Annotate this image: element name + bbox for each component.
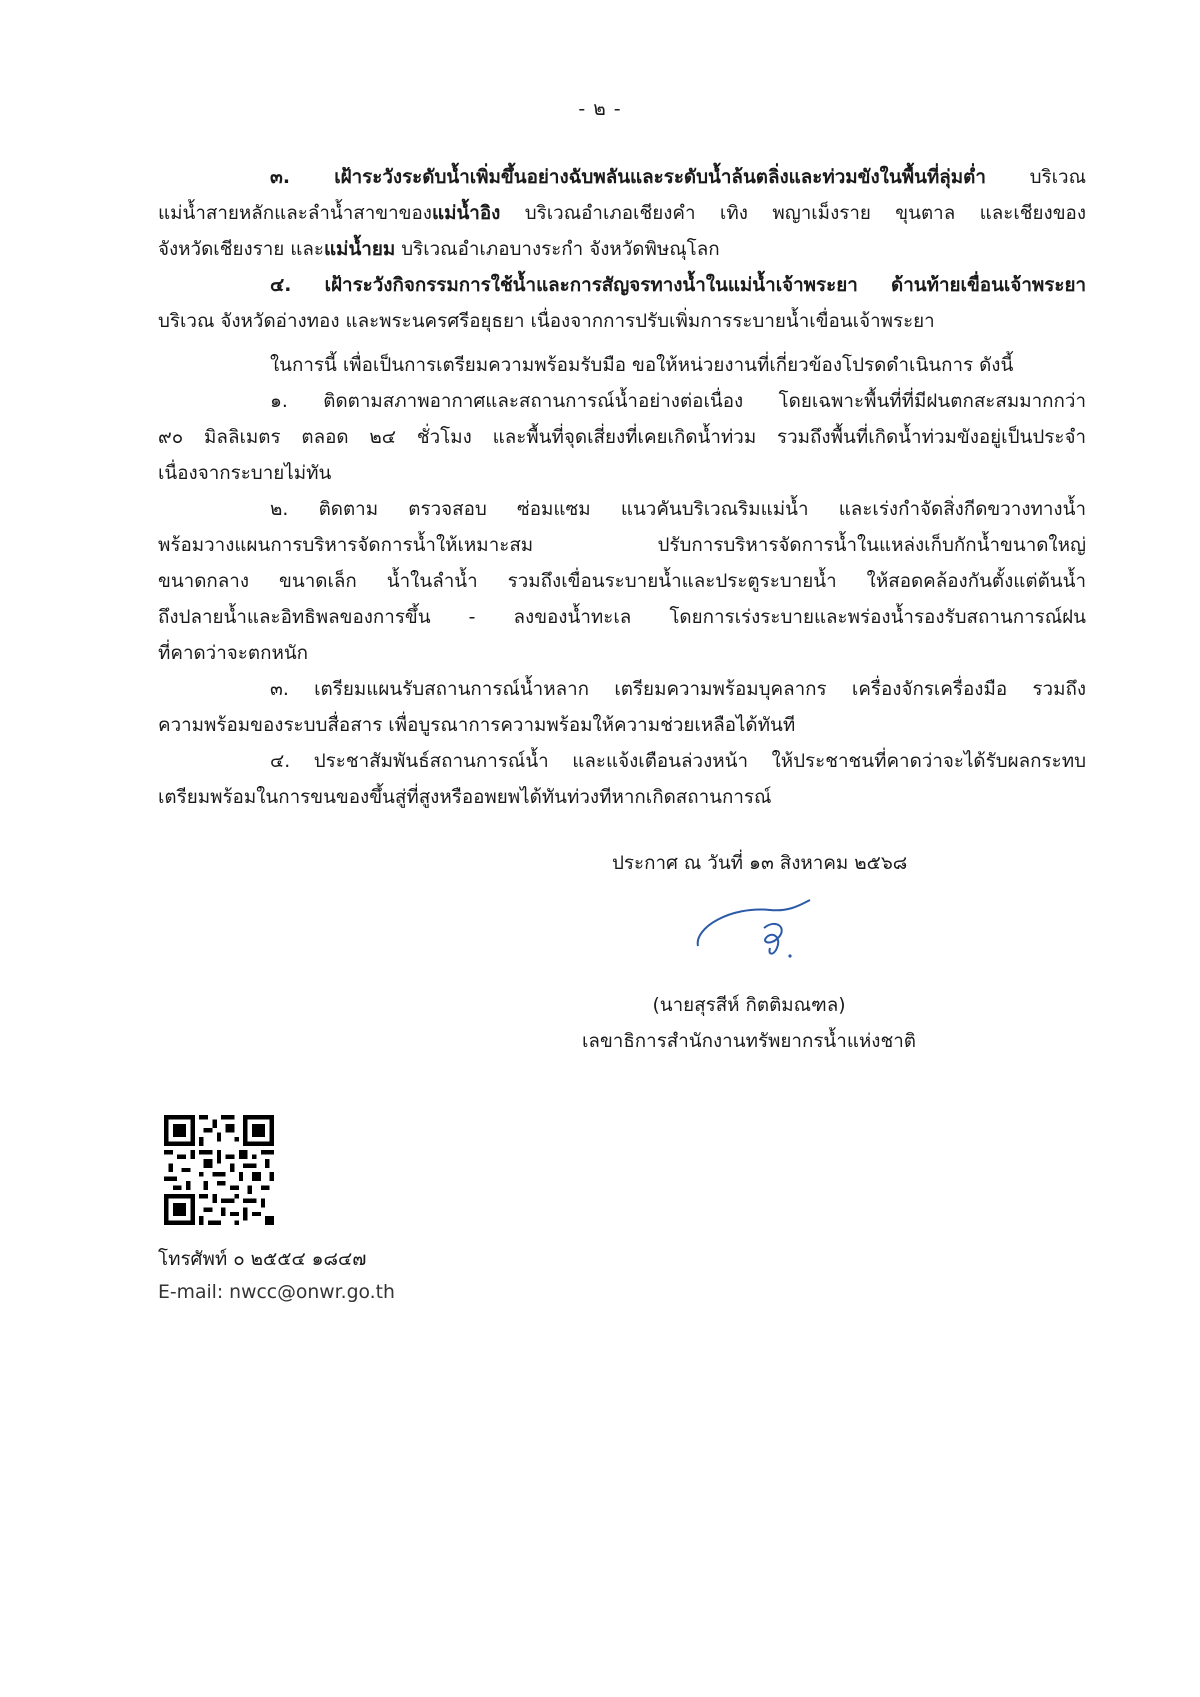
action-item-2-line-1: ๒. ติดตาม ตรวจสอบ ซ่อมแซม แนวคันบริเวณริมแม่น้ำ และเร่งกำจัดสิ่งกีดขวางทางน้ำ [270,499,1086,520]
qr-code [164,1115,274,1225]
action-item-4-line-2: เตรียมพร้อมในการขนของขึ้นสู่ที่สูงหรืออพยพได้ทันท่วงทีหากเกิดสถานการณ์ [158,787,772,808]
action-item-2-line-2: พร้อมวางแผนการบริหารจัดการน้ำให้เหมาะสม ปรับการบริหารจัดการน้ำในแหล่งเก็บกักน้ำขนาดใหญ่ [158,535,1086,556]
document-body [158,160,1086,816]
action-item-2-line-5: ที่คาดว่าจะตกหนัก [158,643,309,664]
river-name-ing: แม่น้ำอิง [431,203,501,224]
intro-paragraph: ในการนี้ เพื่อเป็นการเตรียมความพร้อมรับมือ ขอให้หน่วยงานที่เกี่ยวข้องโปรดดำเนินการ ดังนี้ [270,355,1014,376]
warning-item-3-text: จังหวัดเชียงราย และ [158,239,324,260]
action-item-1-line-2: ๙๐ มิลลิเมตร ตลอด ๒๔ ชั่วโมง และพื้นที่จุดเสี่ยงที่เคยเกิดน้ำท่วม รวมถึงพื้นที่เกิดน้ำท่วมขังอยู่เป็นประจำ [158,427,1086,448]
action-item-2-line-4: ถึงปลายน้ำและอิทธิพลของการขึ้น - ลงของน้ำทะเล โดยการเร่งระบายและพร่องน้ำรองรับสถานการณ์ฝน [158,607,1086,628]
warning-item-3-text: บริเวณอำเภอบางระกำ จังหวัดพิษณุโลก [395,239,720,260]
action-item-3-line-1: ๓. เตรียมแผนรับสถานการณ์น้ำหลาก เตรียมความพร้อมบุคลากร เครื่องจักรเครื่องมือ รวมถึง [270,679,1086,700]
action-item-3-line-2: ความพร้อมของระบบสื่อสาร เพื่อบูรณาการความพร้อมให้ความช่วยเหลือได้ทันที [158,715,796,736]
action-item-4-line-1: ๔. ประชาสัมพันธ์สถานการณ์น้ำ และแจ้งเตือนล่วงหน้า ให้ประชาชนที่คาดว่าจะได้รับผลกระทบ [270,751,1086,772]
river-name-yom: แม่น้ำยม [323,239,396,260]
warning-item-3-text: แม่น้ำสายหลักและลำน้ำสาขาของ [158,203,432,224]
warning-item-3-text: บริเวณอำเภอเชียงคำ เทิง พญาเม็งราย ขุนตาล และเชียงของ [500,203,1086,224]
announcement-date: ประกาศ ณ วันที่ ๑๓ สิงหาคม ๒๕๖๘ [612,853,908,874]
warning-item-3-line-3 [158,232,1086,268]
warning-item-4-text: บริเวณ จังหวัดอ่างทอง และพระนครศรีอยุธยา เนื่องจากการปรับเพิ่มการระบายน้ำเขื่อนเจ้าพระยา [158,311,935,332]
signatory-name: (นายสุรสีห์ กิตติมณฑล) [652,995,846,1016]
warning-item-3-heading: ๓. เฝ้าระวังระดับน้ำเพิ่มขึ้นอย่างฉับพลันและระดับน้ำล้นตลิ่งและท่วมขังในพื้นที่ลุ่มต่ำ [270,167,986,188]
warning-item-3-text: บริเวณ [985,167,1086,188]
action-item-1-line-1: ๑. ติดตามสภาพอากาศและสถานการณ์น้ำอย่างต่อเนื่อง โดยเฉพาะพื้นที่ที่มีฝนตกสะสมมากกว่า [270,391,1086,412]
email-address[interactable]: E-mail: nwcc@onwr.go.th [158,1282,395,1303]
phone-number: โทรศัพท์ ๐ ๒๕๕๔ ๑๘๔๗ [158,1249,367,1270]
action-item-2-line-3: ขนาดกลาง ขนาดเล็ก น้ำในลำน้ำ รวมถึงเขื่อนระบายน้ำและประตูระบายน้ำ ให้สอดคล้องกันตั้งแต่ต้นน้ำ [158,571,1086,592]
warning-item-3-line-2 [158,196,1086,232]
handwritten-signature [690,898,820,968]
warning-item-4-heading: ๔. เฝ้าระวังกิจกรรมการใช้น้ำและการสัญจรทางน้ำในแม่น้ำเจ้าพระยา ด้านท้ายเขื่อนเจ้าพระยา [270,275,1086,296]
page-number: - ๒ - [578,98,622,120]
action-item-1-line-3: เนื่องจากระบายไม่ทัน [158,463,332,484]
signatory-title: เลขาธิการสำนักงานทรัพยากรน้ำแห่งชาติ [582,1031,916,1052]
warning-item-3-line-1 [158,160,1086,196]
